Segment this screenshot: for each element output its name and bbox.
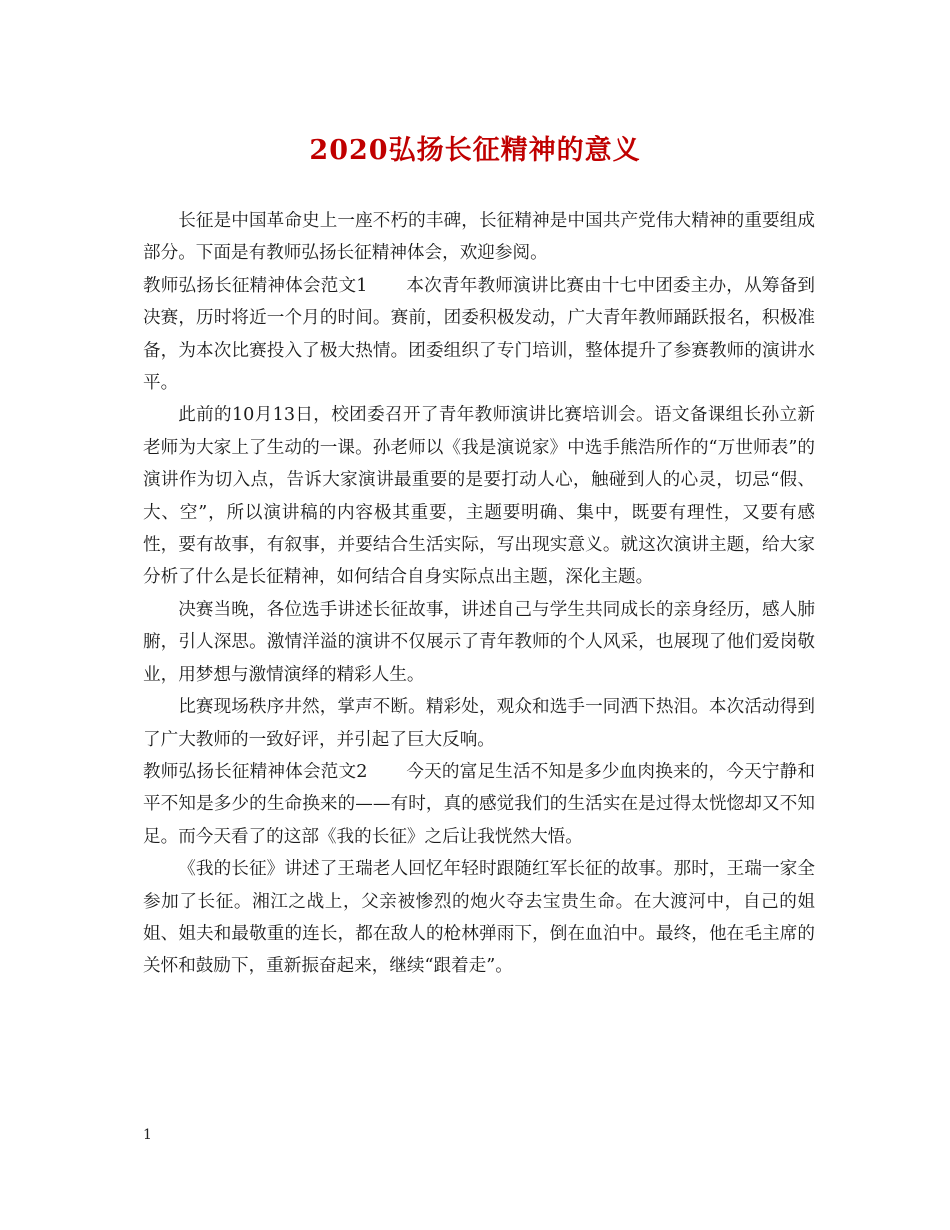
page-number: 1 [143,1127,152,1143]
paragraph-intro: 长征是中国革命史上一座不朽的丰碑，长征精神是中国共产党伟大精神的重要组成部分。下面是有教师弘扬长征精神体会，欢迎参阅。 [143,211,815,264]
paragraph-example-1 [143,270,815,400]
paragraph-example-2-text: 今天的富足生活不知是多少血肉换来的，今天宁静和平不知是多少的生命换来的——有时，真的感觉我们的生活实在是过得太恍惚却又不知足。而今天看了的这部《我的长征》之后让我恍然大悟。 [143,761,815,847]
paragraph-example-2 [143,756,815,853]
document-title: 2020弘扬长征精神的意义 [309,135,641,166]
paragraph-audience: 比赛现场秩序井然，掌声不断。精彩处，观众和选手一同洒下热泪。本次活动得到了广大教师的一致好评，并引起了巨大反响。 [143,697,815,750]
paragraph-example-1-text: 本次青年教师演讲比赛由十七中团委主办，从筹备到决赛，历时将近一个月的时间。赛前，团委积极发动，广大青年教师踊跃报名，积极准备，为本次比赛投入了极大热情。团委组织了专门培训，整体提升了参赛教师的演讲水平。 [143,275,815,394]
paragraph-training: 此前的10月13日，校团委召开了青年教师演讲比赛培训会。语文备课组长孙立新老师为大家上了生动的一课。孙老师以《我是演说家》中选手熊浩所作的“万世师表”的演讲作为切入点，告诉大家演讲最重要的是要打动人心，触碰到人的心灵，切忌“假、大、空”，所以演讲稿的内容极其重要，主题要明确、集中，既要有理性，又要有感性，要有故事，有叙事，并要结合生活实际，写出现实意义。就这次演讲主题，给大家分析了什么是长征精神，如何结合自身实际点出主题，深化主题。 [143,405,815,588]
paragraph-final: 决赛当晚，各位选手讲述长征故事，讲述自己与学生共同成长的亲身经历，感人肺腑，引人深思。激情洋溢的演讲不仅展示了青年教师的个人风采，也展现了他们爱岗敬业，用梦想与激情演绎的精彩人生。 [143,599,815,685]
section-label-example-2: 教师弘扬长征精神体会范文2 [143,761,368,782]
document-body [143,205,815,983]
section-label-example-1: 教师弘扬长征精神体会范文1 [143,275,368,296]
paragraph-my-long-march: 《我的长征》讲述了王瑞老人回忆年轻时跟随红军长征的故事。那时，王瑞一家全参加了长征。湘江之战上，父亲被惨烈的炮火夺去宝贵生命。在大渡河中，自己的姐姐、姐夫和最敬重的连长，都在敌人的枪林弹雨下，倒在血泊中。最终，他在毛主席的关怀和鼓励下，重新振奋起来，继续“跟着走”。 [143,859,815,977]
